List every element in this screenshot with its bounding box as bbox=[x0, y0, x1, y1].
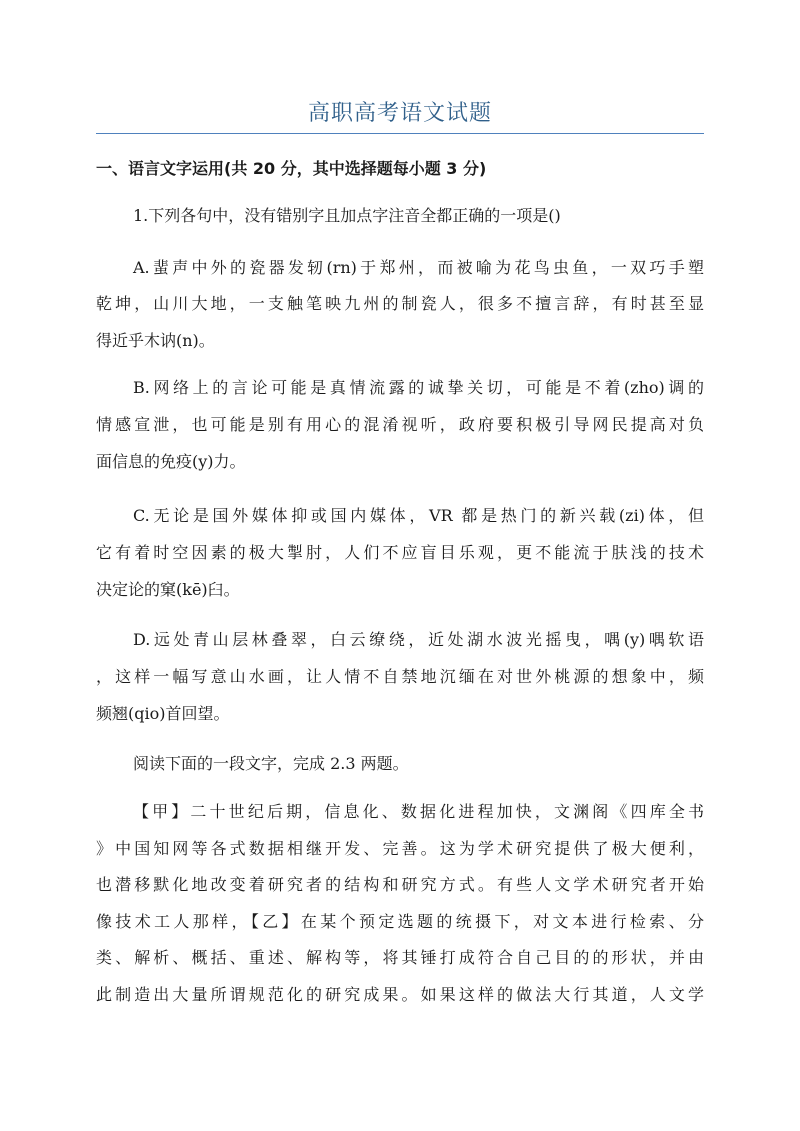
option-a-line: A.蜚声中外的瓷器发轫(rn)于郑州，而被喻为花鸟虫鱼，一双巧手塑 bbox=[133, 258, 704, 277]
option-c-line: 它有着时空因素的极大掣肘，人们不应盲目乐观，更不能流于肤浅的技术 bbox=[96, 543, 704, 562]
passage-line: 类、解析、概括、重述、解构等，将其锤打成符合自己目的的形状，并由 bbox=[96, 948, 704, 967]
document-title: 高职高考语文试题 bbox=[307, 101, 492, 126]
option-d-line: ，这样一幅写意山水画，让人情不自禁地沉缅在对世外桃源的想象中，频 bbox=[96, 667, 704, 686]
option-b-line: 情感宣泄，也可能是别有用心的混淆视听，政府要积极引导网民提高对负 bbox=[96, 415, 704, 434]
option-a-line: 乾坤，山川大地，一支触笔映九州的制瓷人，很多不擅言辞，有时甚至显 bbox=[96, 294, 704, 313]
question-stem: 1.下列各句中，没有错别字且加点字注音全都正确的一项是() bbox=[133, 206, 561, 225]
passage-line: 此制造出大量所谓规范化的研究成果。如果这样的做法大行其道，人文学 bbox=[96, 985, 704, 1004]
option-c-line: C.无论是国外媒体抑或国内媒体，VR 都是热门的新兴载(zi)体，但 bbox=[133, 506, 704, 525]
passage-line: 像技术工人那样，【乙】在某个预定选题的统摄下，对文本进行检索、分 bbox=[96, 912, 704, 931]
reading-instruction: 阅读下面的一段文字，完成 2.3 两题。 bbox=[133, 754, 409, 773]
option-b-line: B.网络上的言论可能是真情流露的诚挚关切，可能是不着(zho)调的 bbox=[133, 378, 704, 397]
section-heading: 一、语言文字运用(共 20 分，其中选择题每小题 3 分) bbox=[96, 159, 487, 178]
passage-line: 也潜移默化地改变着研究者的结构和研究方式。有些人文学术研究者开始 bbox=[96, 875, 704, 894]
option-c-line: 决定论的窠(kē)臼。 bbox=[96, 580, 240, 599]
passage-line: 》中国知网等各式数据相继开发、完善。这为学术研究提供了极大便利， bbox=[96, 839, 704, 858]
title-divider bbox=[96, 133, 704, 134]
option-d-line: D.远处青山层林叠翠，白云缭绕，近处湖水波光摇曳，喁(y)喁软语 bbox=[133, 630, 704, 649]
passage-line: 【甲】二十世纪后期，信息化、数据化进程加快，文渊阁《四库全书 bbox=[133, 802, 704, 821]
option-a-line: 得近乎木讷(n)。 bbox=[96, 331, 215, 350]
option-b-line: 面信息的免疫(y)力。 bbox=[96, 452, 246, 471]
option-d-line: 频翘(qio)首回望。 bbox=[96, 704, 230, 723]
